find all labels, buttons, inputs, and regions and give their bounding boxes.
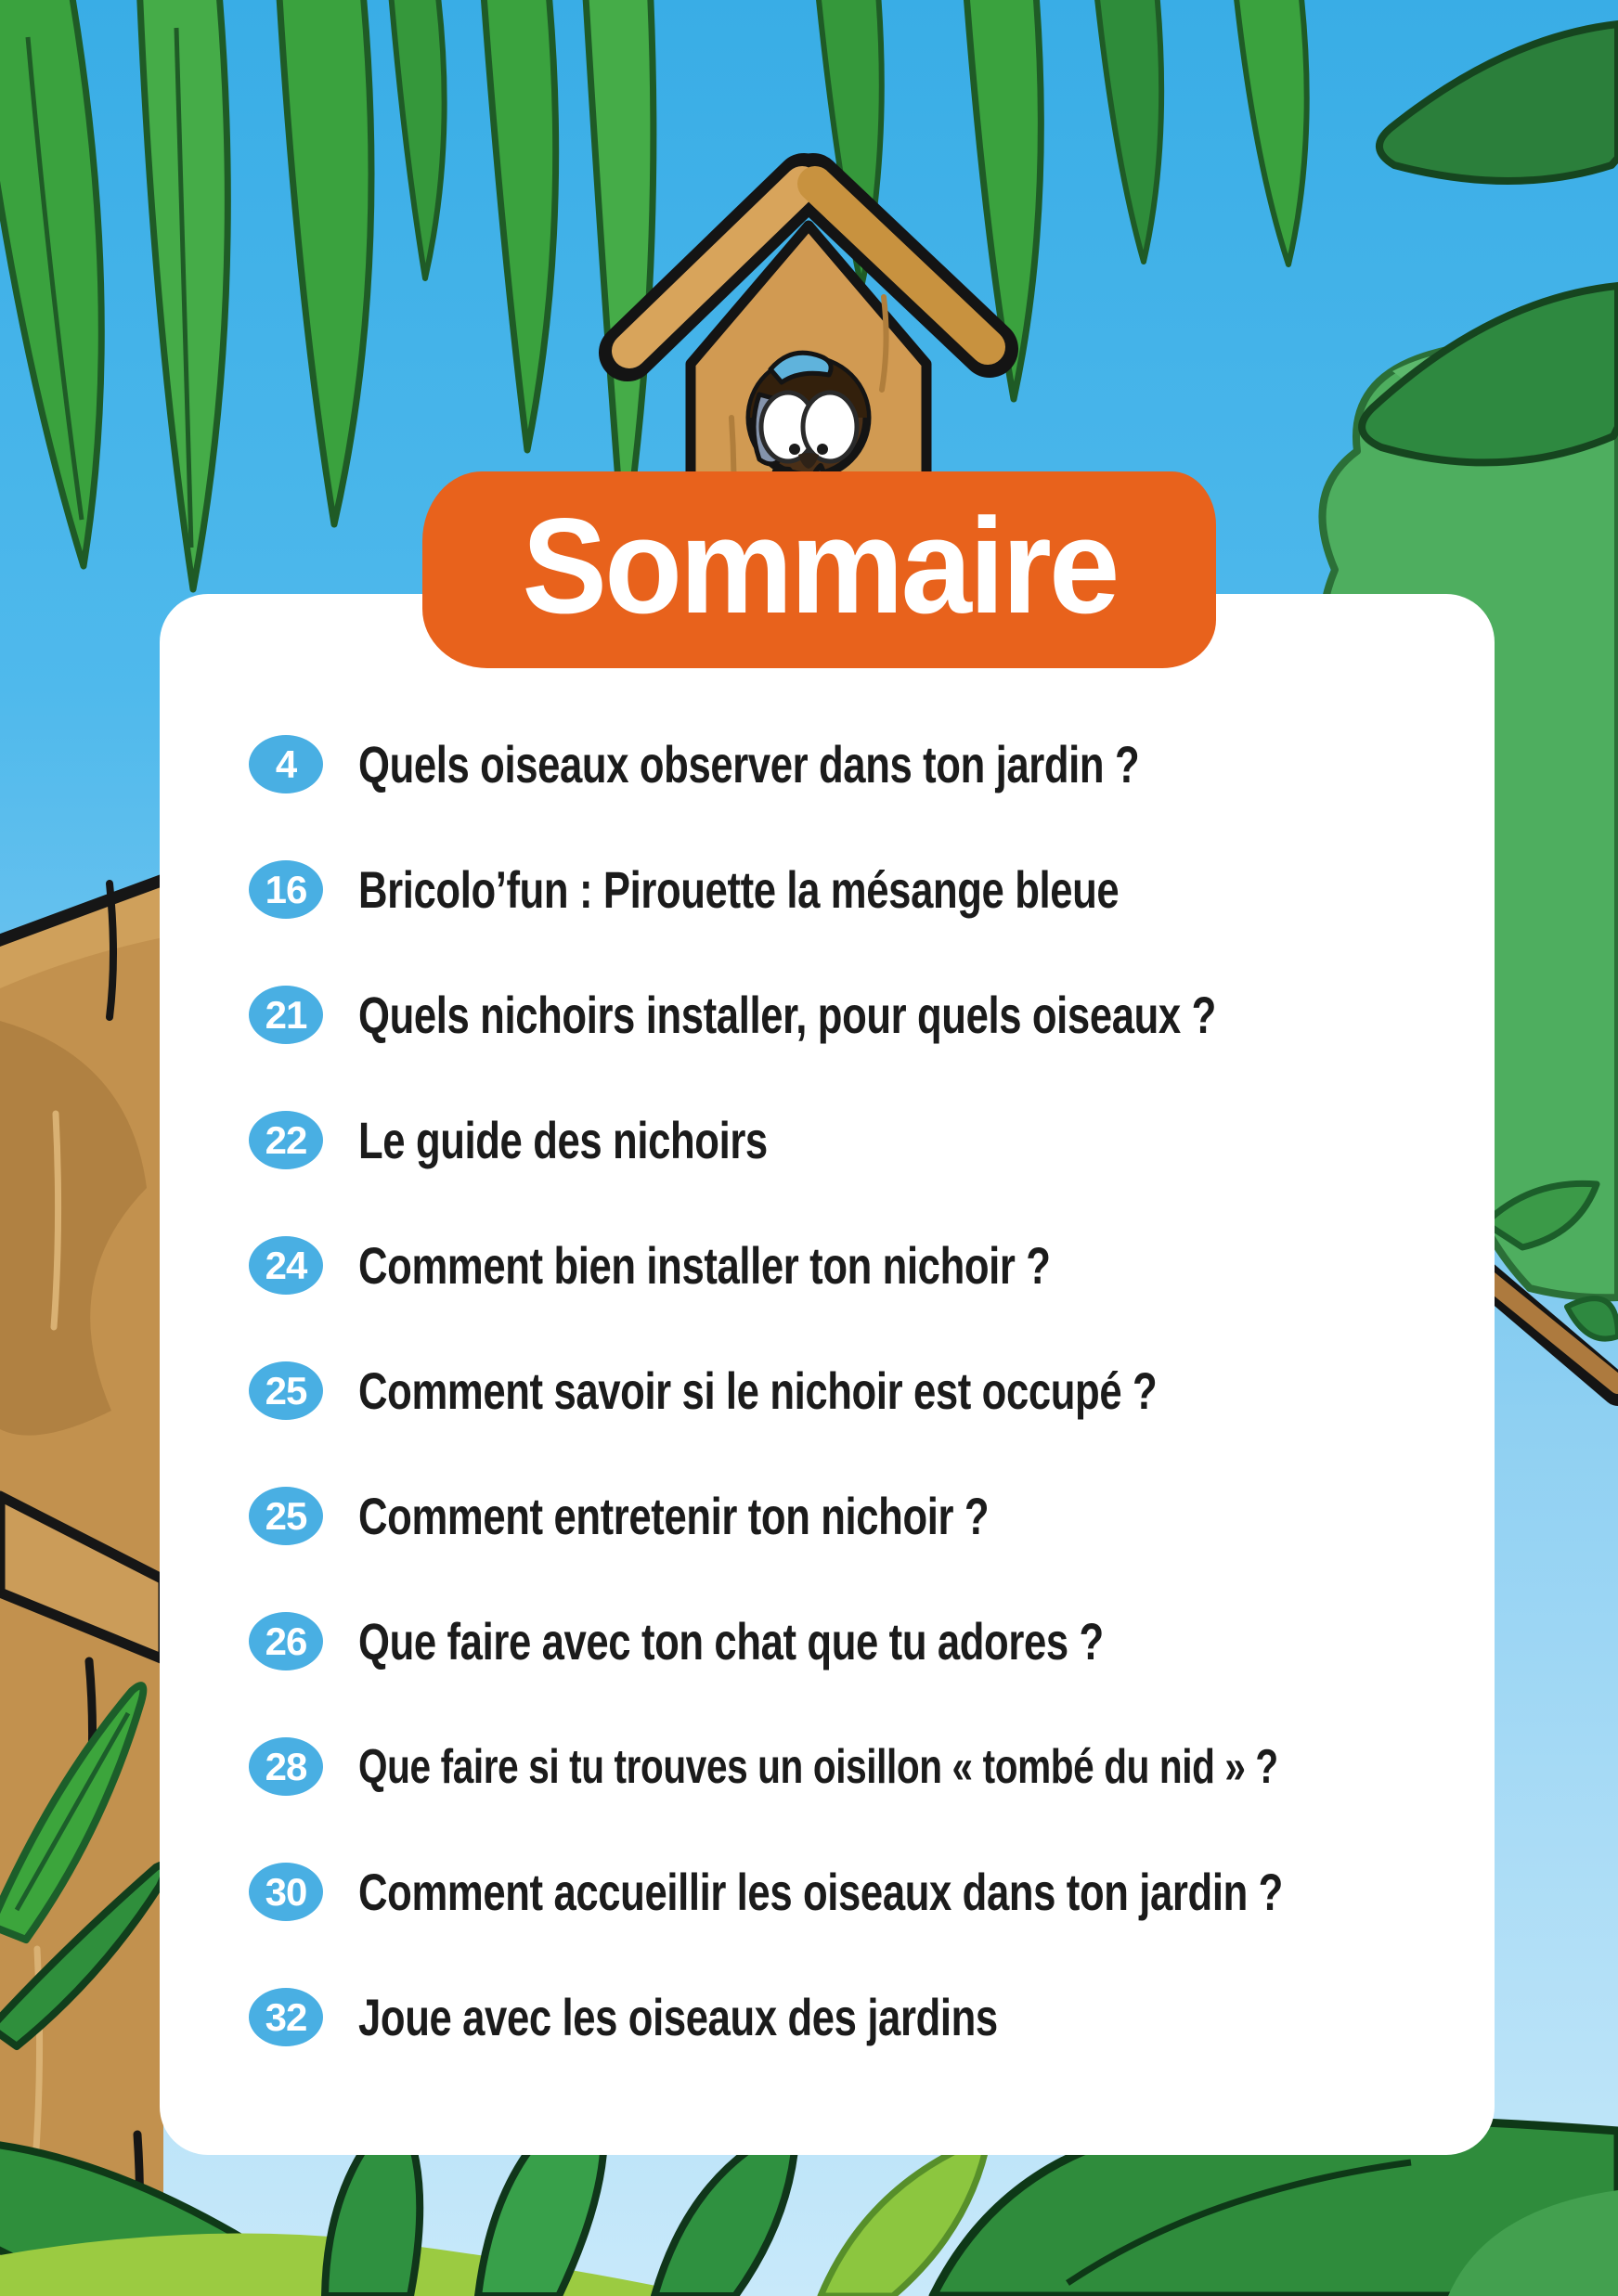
toc-item[interactable]	[249, 1077, 1474, 1203]
toc-item-label: Comment accueillir les oiseaux dans ton jardin ?	[358, 1862, 1283, 1921]
toc-item[interactable]	[249, 1203, 1474, 1328]
toc-item-label: Que faire avec ton chat que tu adores ?	[358, 1611, 1104, 1670]
page-number-badge: 22	[249, 1111, 323, 1169]
page-number-badge: 30	[249, 1863, 323, 1921]
page-number-badge: 26	[249, 1612, 323, 1670]
toc-item[interactable]	[249, 827, 1474, 952]
page-number-badge: 25	[249, 1361, 323, 1420]
toc-item[interactable]	[249, 1328, 1474, 1453]
page-number-badge: 24	[249, 1236, 323, 1295]
toc-item-label: Que faire si tu trouves un oisillon « tombé du nid » ?	[358, 1739, 1278, 1794]
toc-item[interactable]	[249, 702, 1474, 827]
toc-item-label: Le guide des nichoirs	[358, 1110, 768, 1169]
toc-item-label: Quels oiseaux observer dans ton jardin ?	[358, 734, 1140, 793]
page-number-badge: 4	[249, 735, 323, 793]
page-number-badge: 25	[249, 1487, 323, 1545]
page-number-badge: 16	[249, 860, 323, 919]
page-number-badge: 28	[249, 1737, 323, 1796]
toc-item-label: Joue avec les oiseaux des jardins	[358, 1987, 998, 2046]
sommaire-banner	[422, 471, 1216, 668]
toc-item-label: Comment entretenir ton nichoir ?	[358, 1486, 990, 1545]
toc-item[interactable]	[249, 1954, 1474, 2080]
toc-item-label: Quels nichoirs installer, pour quels oiseaux ?	[358, 985, 1216, 1044]
toc-list	[249, 702, 1474, 2080]
page-title: Sommaire	[521, 490, 1118, 641]
toc-item[interactable]	[249, 1453, 1474, 1579]
toc-item[interactable]	[249, 1579, 1474, 1704]
toc-item-label: Comment savoir si le nichoir est occupé ?	[358, 1361, 1158, 1420]
toc-item-label: Comment bien installer ton nichoir ?	[358, 1235, 1051, 1295]
toc-item[interactable]	[249, 952, 1474, 1077]
toc-item[interactable]	[249, 1704, 1474, 1829]
toc-item[interactable]	[249, 1829, 1474, 1954]
page-number-badge: 32	[249, 1988, 323, 2046]
toc-item-label: Bricolo’fun : Pirouette la mésange bleue	[358, 859, 1120, 919]
page-number-badge: 21	[249, 986, 323, 1044]
